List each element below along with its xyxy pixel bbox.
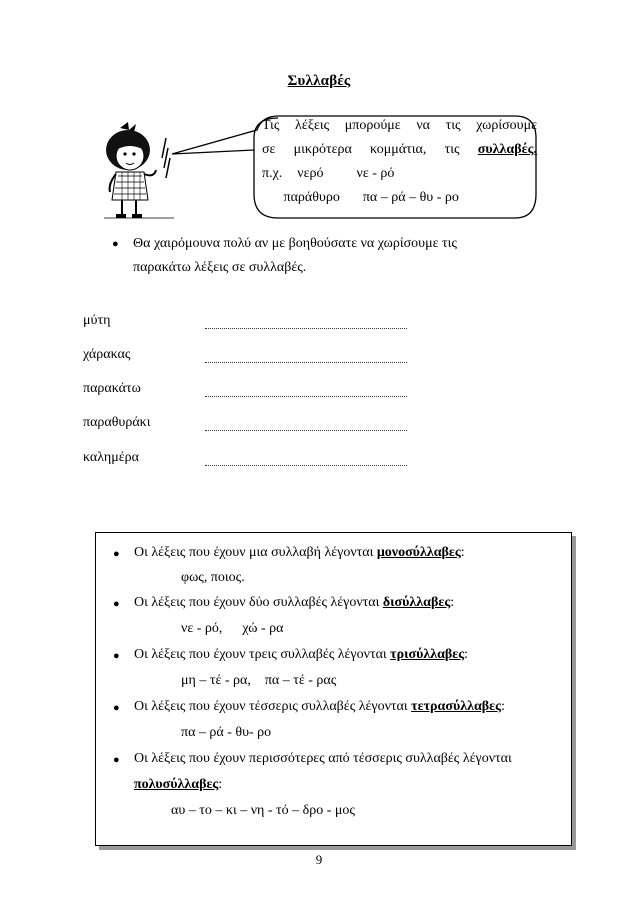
page-title: Συλλαβές [287,73,351,89]
exercise-word: καλημέρα [83,450,139,465]
exercise-word: παραθυράκι [83,415,151,430]
example-polysyllabic: αυ – το – κι – νη - τό – δρο - μος [171,803,355,818]
page-number: 9 [315,852,323,867]
bullet-icon: ● [112,238,119,250]
example-trisyllabic: μη – τέ - ρα, πα – τέ - ρας [181,673,337,688]
intro-text [133,232,513,280]
exercise-word: χάρακας [83,347,131,362]
bubble-line-1: Τις λέξεις μπορούμε να τις χωρίσουμε [262,118,537,133]
intro-line-2: παρακάτω λέξεις σε συλλαβές. [133,260,307,275]
bubble-example-2 [262,186,537,210]
example-1-word: νερό [297,166,324,181]
example-1-split: νε - ρό [356,166,395,181]
rule-polysyllabic: Οι λέξεις που έχουν περισσότερες από τέσσερις συλλαβές λέγονται [134,751,512,766]
example-monosyllabic: φως, ποιος. [181,570,245,585]
bullet-icon: ● [113,598,120,610]
rule-tetrasyllabic: Οι λέξεις που έχουν τέσσερις συλλαβές λέγονται τετρασύλλαβες: [134,699,505,714]
bubble-line-2 [262,138,537,162]
mafalda-illustration-icon [98,118,178,224]
example-tetrasyllabic: πα – ρά - θυ- ρο [181,725,272,740]
intro-line-1: Θα χαιρόμουνα πολύ αν με βοηθούσατε να χωρίσουμε τις [133,236,457,251]
example-2-split: πα – ρά – θυ - ρο [362,190,459,205]
example-2-word: παράθυρο [283,190,340,205]
bubble-text [262,114,537,210]
example-label: π.χ. [262,166,283,181]
answer-line[interactable] [205,362,407,363]
rules-box [95,532,572,846]
example-disyllabic: νε - ρό, χώ - ρα [181,621,284,636]
exercise-word: παρακάτω [83,381,141,396]
bubble-example-1 [262,162,537,186]
answer-line[interactable] [205,396,407,397]
rule-trisyllabic: Οι λέξεις που έχουν τρεις συλλαβές λέγονται τρισύλλαβες: [134,647,469,662]
syllables-term: συλλαβές. [477,142,537,157]
exercise-word: μύτη [83,313,111,328]
answer-line[interactable] [205,430,407,431]
bullet-icon: ● [113,702,120,714]
answer-line[interactable] [205,465,407,466]
bullet-icon: ● [113,754,120,766]
rule-polysyllabic-term: πολυσύλλαβες: [134,777,223,792]
bullet-icon: ● [113,548,120,560]
bubble-line-2-text: σε μικρότερα κομμάτια, τις [262,142,478,157]
bullet-icon: ● [113,650,120,662]
rule-monosyllabic: Οι λέξεις που έχουν μια συλλαβή λέγονται μονοσύλλαβες: [134,545,465,560]
answer-line[interactable] [205,328,407,329]
rule-disyllabic: Οι λέξεις που έχουν δύο συλλαβές λέγονται δισύλλαβες: [134,595,455,610]
